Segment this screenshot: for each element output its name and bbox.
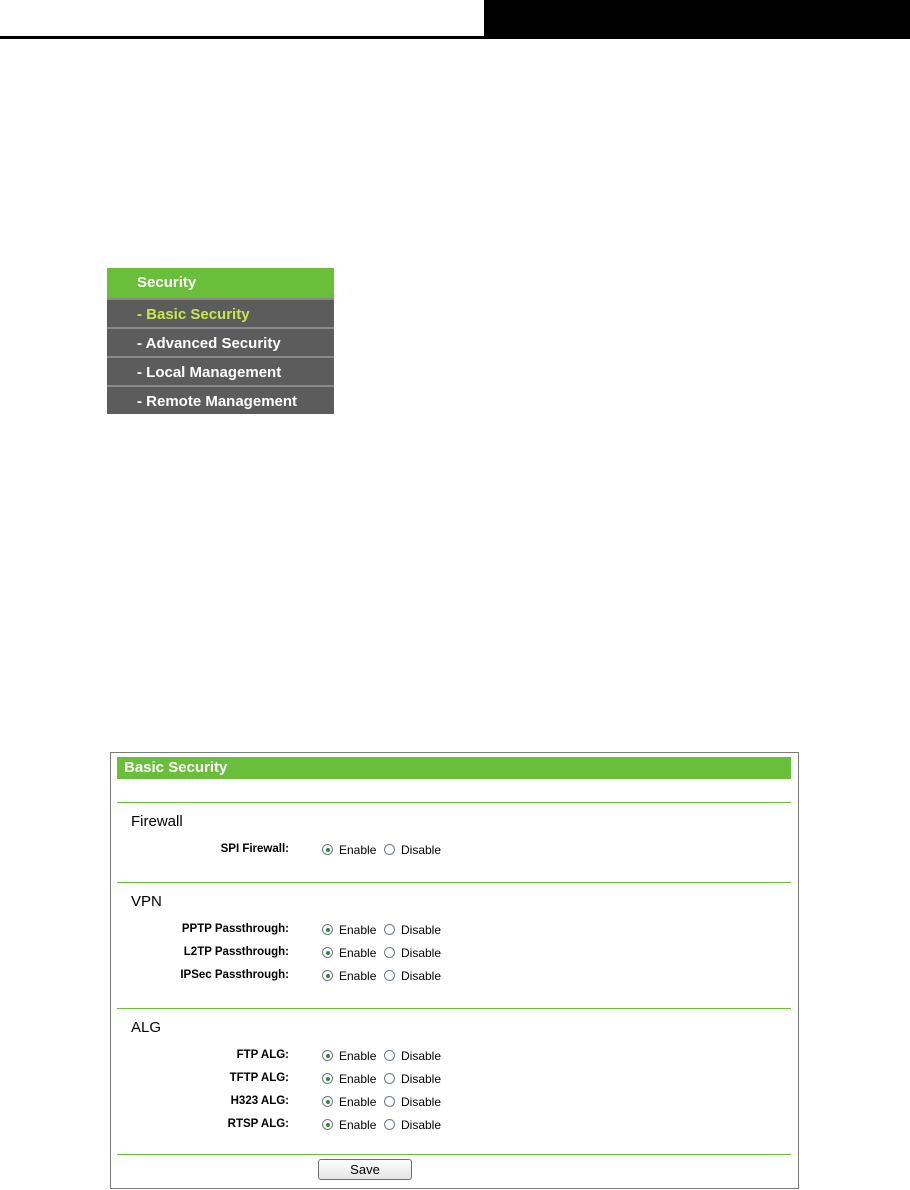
- header-bar: [484, 0, 910, 38]
- save-button[interactable]: Save: [318, 1159, 412, 1180]
- l2tp-enable-radio[interactable]: [322, 947, 333, 958]
- ftp-alg-disable-radio[interactable]: [384, 1050, 395, 1061]
- security-menu: [107, 268, 334, 414]
- row-pptp-passthrough: [111, 921, 791, 941]
- enable-label[interactable]: Enable: [339, 1095, 377, 1109]
- panel-title: Basic Security: [117, 757, 791, 779]
- section-title-alg: ALG: [131, 1019, 162, 1036]
- row-h323-alg: [111, 1093, 791, 1113]
- menu-item-security[interactable]: Security: [107, 268, 334, 298]
- row-label: FTP ALG:: [236, 1049, 289, 1061]
- divider: [117, 802, 791, 803]
- section-title-firewall: Firewall: [131, 813, 183, 830]
- row-label: IPSec Passthrough:: [180, 969, 289, 981]
- menu-item-local-management[interactable]: - Local Management: [107, 356, 334, 385]
- row-label: PPTP Passthrough:: [181, 923, 289, 935]
- enable-label[interactable]: Enable: [339, 946, 377, 960]
- basic-security-panel: [110, 752, 799, 1189]
- disable-label[interactable]: Disable: [401, 1072, 442, 1086]
- menu-item-advanced-security[interactable]: - Advanced Security: [107, 327, 334, 356]
- disable-label[interactable]: Disable: [401, 1049, 442, 1063]
- row-label: RTSP ALG:: [227, 1118, 289, 1130]
- menu-item-remote-management[interactable]: - Remote Management: [107, 385, 334, 414]
- header-divider: [0, 36, 910, 39]
- divider: [117, 1008, 791, 1009]
- section-title-vpn: VPN: [131, 893, 162, 910]
- enable-label[interactable]: Enable: [339, 1118, 377, 1132]
- spi-firewall-enable-radio[interactable]: [322, 844, 333, 855]
- l2tp-disable-radio[interactable]: [384, 947, 395, 958]
- ftp-alg-enable-radio[interactable]: [322, 1050, 333, 1061]
- divider: [117, 1154, 791, 1155]
- spi-firewall-disable-radio[interactable]: [384, 844, 395, 855]
- enable-label[interactable]: Enable: [339, 969, 377, 983]
- disable-label[interactable]: Disable: [401, 969, 442, 983]
- disable-label[interactable]: Disable: [401, 946, 442, 960]
- pptp-enable-radio[interactable]: [322, 924, 333, 935]
- rtsp-alg-disable-radio[interactable]: [384, 1119, 395, 1130]
- pptp-disable-radio[interactable]: [384, 924, 395, 935]
- row-ftp-alg: [111, 1047, 791, 1067]
- row-label: SPI Firewall:: [220, 843, 289, 855]
- menu-item-basic-security[interactable]: - Basic Security: [107, 298, 334, 327]
- row-rtsp-alg: [111, 1116, 791, 1136]
- h323-alg-disable-radio[interactable]: [384, 1096, 395, 1107]
- row-ipsec-passthrough: [111, 967, 791, 987]
- enable-label[interactable]: Enable: [339, 923, 377, 937]
- tftp-alg-enable-radio[interactable]: [322, 1073, 333, 1084]
- disable-label[interactable]: Disable: [401, 843, 442, 857]
- row-label: L2TP Passthrough:: [183, 946, 289, 958]
- enable-label[interactable]: Enable: [339, 1072, 377, 1086]
- enable-label[interactable]: Enable: [339, 843, 377, 857]
- row-l2tp-passthrough: [111, 944, 791, 964]
- divider: [117, 882, 791, 883]
- ipsec-enable-radio[interactable]: [322, 970, 333, 981]
- row-label: TFTP ALG:: [229, 1072, 289, 1084]
- disable-label[interactable]: Disable: [401, 1118, 442, 1132]
- row-label: H323 ALG:: [230, 1095, 289, 1107]
- h323-alg-enable-radio[interactable]: [322, 1096, 333, 1107]
- rtsp-alg-enable-radio[interactable]: [322, 1119, 333, 1130]
- ipsec-disable-radio[interactable]: [384, 970, 395, 981]
- tftp-alg-disable-radio[interactable]: [384, 1073, 395, 1084]
- disable-label[interactable]: Disable: [401, 923, 442, 937]
- enable-label[interactable]: Enable: [339, 1049, 377, 1063]
- row-spi-firewall: [111, 841, 791, 861]
- disable-label[interactable]: Disable: [401, 1095, 442, 1109]
- row-tftp-alg: [111, 1070, 791, 1090]
